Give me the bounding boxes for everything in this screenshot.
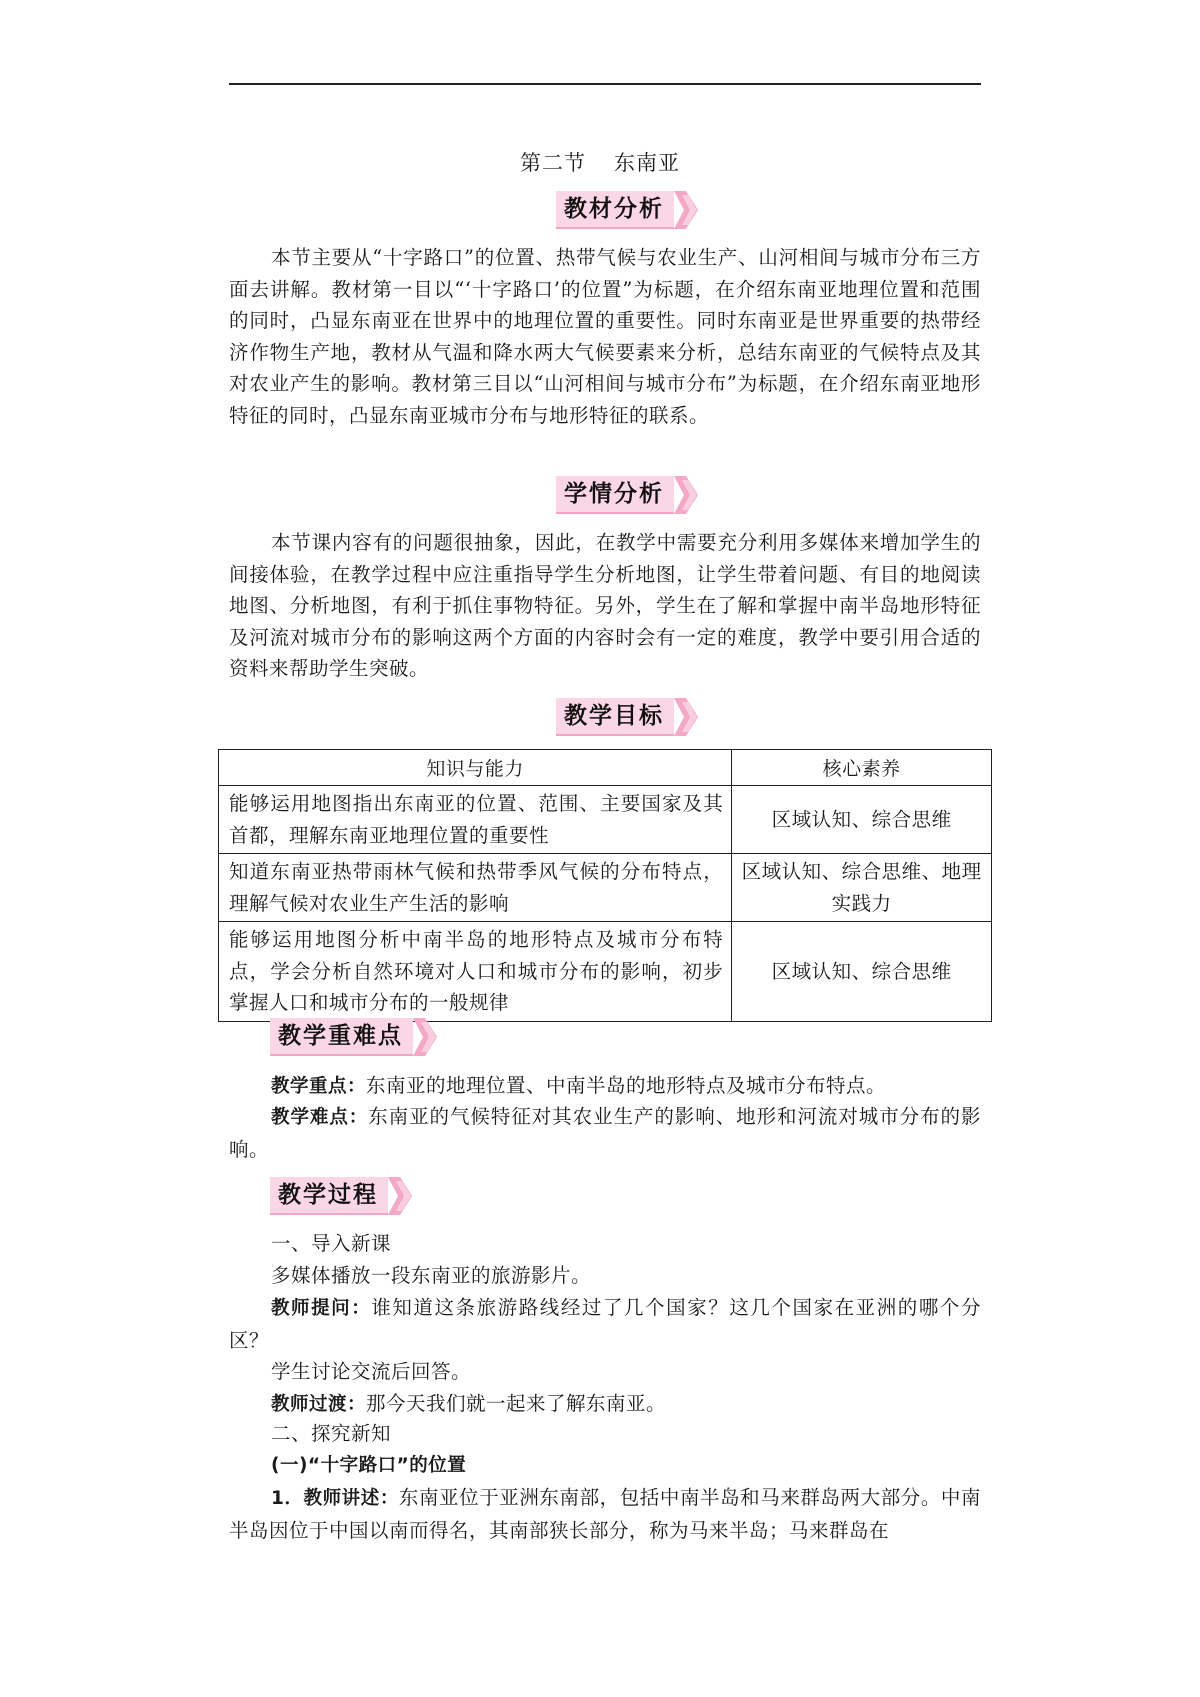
student-analysis-paragraph: 本节课内容有的问题很抽象，因此，在教学中需要充分利用多媒体来增加学生的间接体验，在教学过程中应注重指导学生分析地图，让学生带着问题、有目的地阅读地图、分析地图，有利于抓住事物特征。另外，学生在了解和掌握中南半岛地形特征及河流对城市分布的影响这两个方面的内容时会有一定的难度，教学中要引用合适的资料来帮助学生突破。 [229, 531, 981, 680]
teacher-narration-paragraph [229, 1482, 981, 1546]
goal-knowledge-cell: 能够运用地图指出东南亚的位置、范围、主要国家及其首都，理解东南亚地理位置的重要性 [219, 786, 732, 854]
goal-literacy-cell: 区域认知、综合思维、地理实践力 [732, 854, 992, 922]
tag-textbook-analysis: 教材分析 [556, 191, 700, 229]
key-difficulty-text: 东南亚的气候特征对其农业生产的影响、地形和河流对城市分布的影响。 [229, 1105, 981, 1161]
teacher-narration-label: 1．教师讲述： [271, 1488, 399, 1509]
tag-teaching-goals: 教学目标 [556, 698, 700, 736]
goals-table [218, 749, 992, 1022]
key-difficulty-label: 教学难点： [271, 1107, 369, 1128]
teacher-narration-text: 东南亚位于亚洲东南部，包括中南半岛和马来群岛两大部分。中南半岛因位于中国以南而得名，其南部狭长部分，称为马来半岛；马来群岛在 [229, 1486, 981, 1542]
teacher-question-label: 教师提问： [271, 1298, 372, 1319]
textbook-analysis-paragraph: 本节主要从“十字路口”的位置、热带气候与农业生产、山河相间与城市分布三方面去讲解。教材第一目以“‘十字路口’的位置”为标题，在介绍东南亚地理位置和范围的同时，凸显东南亚在世界中的地理位置的重要性。同时东南亚是世界重要的热带经济作物生产地，教材从气温和降水两大气候要素来分析，总结东南亚的气候特点及其对农业产生的影响。教材第三目以“山河相间与城市分布”为标题，在介绍东南亚地形特征的同时，凸显东南亚城市分布与地形特征的联系。 [229, 246, 981, 427]
teacher-transition-label: 教师过渡： [271, 1394, 367, 1415]
tag-student-analysis: 学情分析 [556, 476, 700, 514]
tag-teaching-process: 教学过程 [270, 1177, 414, 1215]
section-number: 第二节 [520, 151, 586, 175]
chevron-right-icon [674, 191, 700, 229]
key-focus-text: 东南亚的地理位置、中南半岛的地形特点及城市分布特点。 [366, 1074, 887, 1097]
goal-literacy-cell: 区域认知、综合思维 [732, 786, 992, 854]
process-step-explore: 二、探究新知 [271, 1422, 392, 1445]
key-focus-paragraph [229, 1070, 981, 1103]
teacher-transition-line [229, 1388, 981, 1421]
header-rule [229, 83, 981, 85]
goal-literacy-cell: 区域认知、综合思维 [732, 922, 992, 1022]
chevron-right-icon [413, 1018, 439, 1056]
key-difficulty-paragraph [229, 1101, 981, 1165]
tag-key-points: 教学重难点 [270, 1018, 439, 1056]
key-focus-label: 教学重点： [271, 1076, 367, 1097]
section-name: 东南亚 [614, 151, 680, 175]
teacher-transition-text: 那今天我们就一起来了解东南亚。 [366, 1392, 667, 1415]
table-row [219, 922, 992, 1022]
chevron-right-icon [674, 476, 700, 514]
chevron-right-icon [388, 1177, 414, 1215]
subsection-heading: (一)“十字路口”的位置 [271, 1455, 467, 1476]
column-header-knowledge: 知识与能力 [219, 750, 732, 786]
student-answer: 学生讨论交流后回答。 [271, 1360, 472, 1383]
teacher-question-text: 谁知道这条旅游路线经过了几个国家？这几个国家在亚洲的哪个分区？ [229, 1296, 981, 1352]
table-row [219, 854, 992, 922]
process-step-intro: 一、导入新课 [271, 1232, 392, 1255]
goal-knowledge-cell: 知道东南亚热带雨林气候和热带季风气候的分布特点，理解气候对农业生产生活的影响 [219, 854, 732, 922]
goal-knowledge-cell: 能够运用地图分析中南半岛的地形特点及城市分布特点，学会分析自然环境对人口和城市分布的影响，初步掌握人口和城市分布的一般规律 [219, 922, 732, 1022]
process-video: 多媒体播放一段东南亚的旅游影片。 [271, 1264, 592, 1287]
table-row [219, 786, 992, 854]
teacher-question-paragraph [229, 1292, 981, 1356]
section-title [0, 147, 1200, 177]
table-header-row [219, 750, 992, 786]
chevron-right-icon [674, 698, 700, 736]
column-header-literacy: 核心素养 [732, 750, 992, 786]
